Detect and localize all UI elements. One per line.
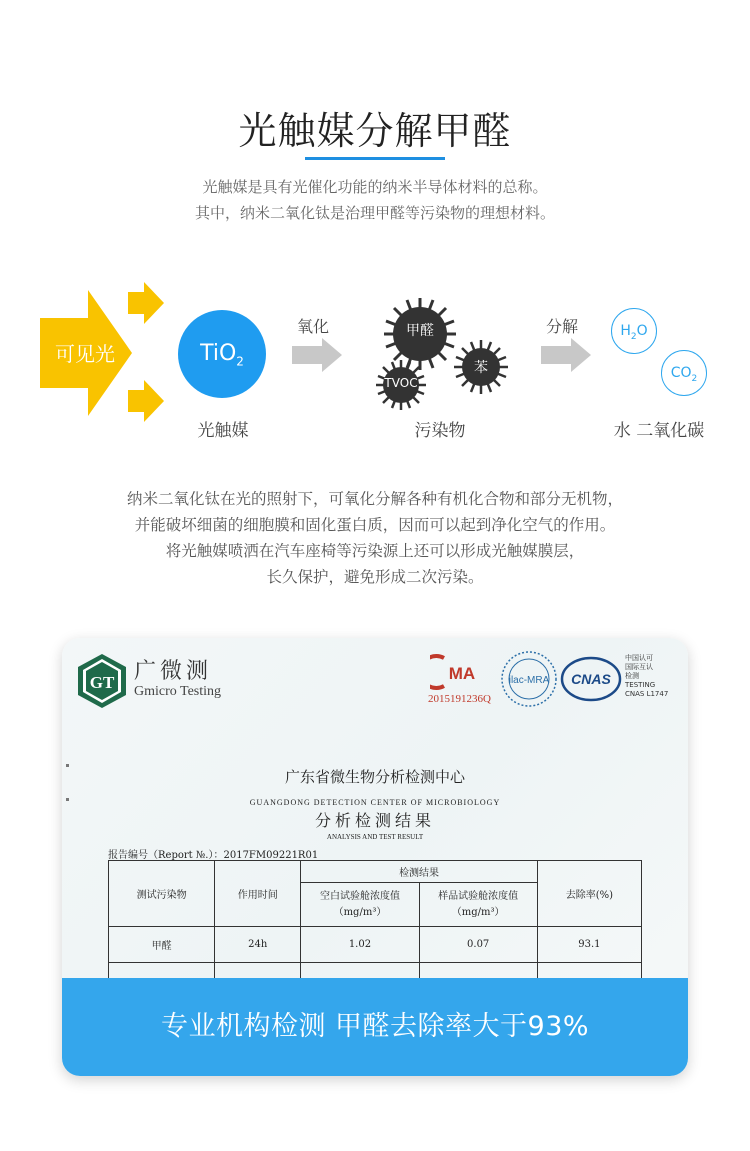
ma-text: MA — [448, 664, 476, 683]
description-line: 纳米二氧化钛在光的照射下，可氧化分解各种有机化合物和部分无机物， — [126, 490, 623, 508]
h2o-subscript: 2 — [630, 331, 637, 342]
cnas-text: CNAS — [571, 671, 611, 687]
light-ray-arrow-icon — [128, 282, 164, 324]
photocatalyst-caption: 光触媒 — [197, 421, 249, 441]
light-label: 可见光 — [55, 342, 115, 366]
report-title-english: ANALYSIS AND TEST RESULT — [326, 833, 424, 841]
intro-line: 光触媒是具有光催化功能的纳米半导体材料的总称。 — [202, 178, 548, 196]
logo-english-name: Gmicro Testing — [134, 684, 222, 699]
header-results: 检测结果 — [301, 861, 537, 883]
tio2-label: TiO — [200, 341, 237, 366]
cnas-line: TESTING — [625, 681, 656, 689]
cnas-line: 中国认可 — [625, 654, 653, 662]
center-name: 广东省微生物分析检测中心 — [284, 768, 465, 786]
gt-logo-icon — [76, 652, 128, 710]
cnas-logo-icon — [560, 656, 622, 702]
germ-label: TVOC — [384, 376, 418, 390]
cma-logo-icon — [430, 652, 486, 692]
co2-circle — [661, 350, 707, 396]
logo-name: 广微测 — [134, 659, 213, 684]
header-sample — [419, 883, 537, 927]
cnas-line: 检测 — [625, 672, 639, 680]
table-row — [109, 927, 642, 963]
intro-line: 其中，纳米二氧化钛是治理甲醛等污染物的理想材料。 — [194, 204, 555, 222]
title-underline — [305, 157, 445, 160]
ilac-text: ilac-MRA — [508, 675, 550, 686]
results-table — [108, 860, 642, 993]
header-blank-label: 空白试验舱浓度值 — [319, 890, 400, 902]
header-blank-unit: （mg/m³） — [333, 906, 387, 918]
decompose-arrow-icon — [541, 338, 591, 372]
ilac-mra-logo-icon — [500, 650, 558, 708]
description-line: 将光触媒喷洒在汽车座椅等污染源上还可以形成光触媒膜层， — [165, 542, 585, 560]
description-line: 长久保护，避免形成二次污染。 — [266, 568, 484, 586]
cell-pollutant: 甲醛 — [109, 927, 215, 963]
page-title: 光触媒分解甲醛 — [238, 109, 512, 153]
tio2-subscript: 2 — [236, 354, 244, 369]
cnas-line: 国际互认 — [625, 663, 653, 671]
report-number: 报告编号（Report №.）：2017FM09221R01 — [108, 850, 319, 861]
light-ray-arrow-icon — [128, 380, 164, 422]
header-rate: 去除率(%) — [537, 861, 641, 927]
h2o-label: H — [620, 323, 631, 339]
header-sample-unit: （mg/m³） — [451, 906, 505, 918]
header-sample-label: 样品试验舱浓度值 — [438, 890, 519, 902]
cell-sample: 0.07 — [419, 927, 537, 963]
description — [0, 486, 750, 590]
cnas-line: CNAS L1747 — [625, 690, 669, 698]
oxidize-label: 氧化 — [297, 317, 330, 336]
co2-subscript: 2 — [691, 373, 698, 384]
co2-label: CO — [670, 365, 692, 381]
h2o-label-end: O — [636, 323, 648, 339]
logo-mark: GT — [89, 673, 115, 692]
description-line: 并能破坏细菌的细胞膜和固化蛋白质，因而可以起到净化空气的作用。 — [134, 516, 616, 534]
products-caption: 水 二氧化碳 — [613, 421, 705, 441]
tio2-circle — [178, 310, 266, 398]
h2o-circle — [611, 308, 657, 354]
intro-text — [0, 174, 750, 226]
cell-blank: 1.02 — [301, 927, 419, 963]
decompose-label: 分解 — [546, 317, 579, 336]
certificate-card — [62, 638, 688, 1076]
header-time: 作用时间 — [215, 861, 301, 927]
germ-label: 苯 — [474, 360, 488, 376]
cell-rate: 93.1 — [537, 927, 641, 963]
header-pollutant: 测试污染物 — [109, 861, 215, 927]
cell-time: 24h — [215, 927, 301, 963]
oxidize-arrow-icon — [292, 338, 342, 372]
pollutants-caption: 污染物 — [414, 421, 466, 441]
cma-number: 2015191236Q — [428, 693, 491, 705]
report-title: 分析检测结果 — [314, 811, 435, 830]
center-name-english: GUANGDONG DETECTION CENTER OF MICROBIOLOGY — [249, 798, 501, 807]
cnas-description — [625, 654, 668, 699]
germ-label: 甲醛 — [406, 323, 434, 339]
header-blank — [301, 883, 419, 927]
process-diagram — [0, 280, 750, 450]
highlight-banner: 专业机构检测 甲醛去除率大于93% — [62, 978, 688, 1076]
